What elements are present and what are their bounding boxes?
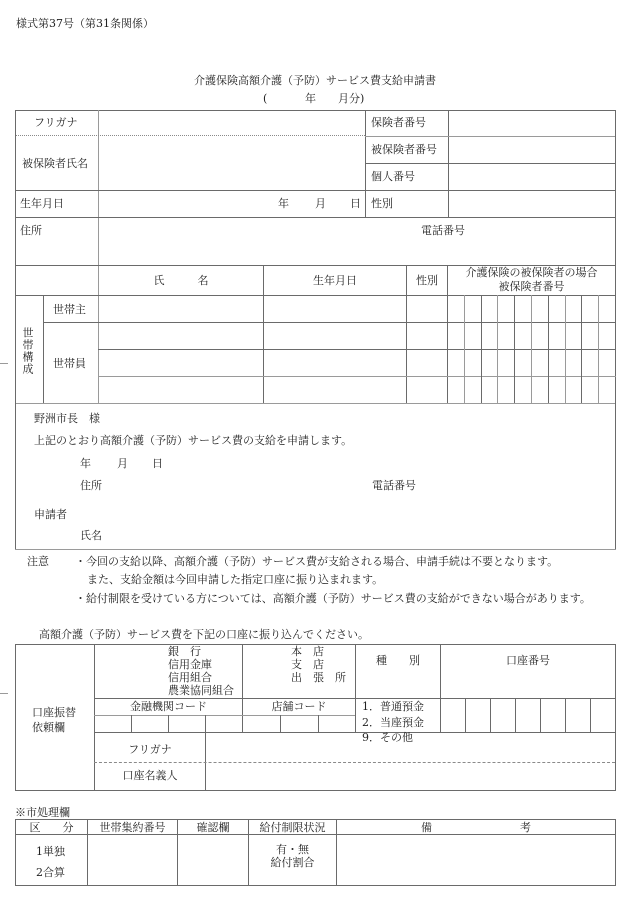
applicant-address-label: 住所 (80, 479, 102, 492)
holder-name-label: 口座名義人 (122, 769, 178, 782)
insured-name-label: 被保険者氏名 (22, 157, 88, 170)
period-open: ( (263, 92, 268, 105)
household-head-label: 世帯主 (53, 303, 86, 316)
household-member3-name-field[interactable] (99, 377, 262, 402)
personal-number-field[interactable] (449, 164, 614, 189)
holder-furigana-label: フリガナ (128, 743, 172, 756)
city-section-label: ※市処理欄 (15, 806, 70, 819)
holder-furigana-field[interactable] (206, 733, 614, 761)
restriction-benefit-ratio: 給付割合 (270, 856, 315, 869)
restriction-yes-no: 有・無 (276, 843, 309, 856)
holder-name-field[interactable] (206, 764, 614, 790)
period-year-label: 年 (305, 92, 316, 105)
insured-number-field[interactable] (449, 137, 614, 162)
account-type-option-1[interactable]: 1．普通預金 (362, 700, 424, 713)
institution-type-shinkin[interactable]: 信用金庫 (168, 658, 212, 671)
account-type-option-9[interactable]: 9．その他 (362, 731, 413, 744)
addressee: 野洲市長 様 (34, 412, 100, 425)
institution-code-field[interactable] (95, 716, 241, 731)
household-insured-number-field[interactable] (448, 323, 614, 348)
sex-label: 性別 (371, 197, 393, 210)
household-col-name: 氏 名 (153, 274, 209, 287)
insurer-number-label: 保険者番号 (371, 116, 426, 129)
note-item: ・給付制限を受けている方については、高額介護（予防）サービス費の支給ができない場合があります。 (75, 592, 591, 605)
insured-name-field[interactable] (99, 137, 364, 189)
notes-label: 注意 (27, 555, 49, 568)
household-insured-number-field[interactable] (448, 296, 614, 321)
city-col-remarks: 備 考 (421, 821, 531, 834)
institution-type-shinkumi[interactable]: 信用組合 (168, 671, 212, 684)
account-type-label: 種 別 (376, 654, 420, 667)
applicant-label: 申請者 (34, 508, 67, 521)
household-member1-name-field[interactable] (99, 323, 262, 348)
period-month-label: 月分) (338, 92, 365, 105)
personal-number-label: 個人番号 (371, 170, 415, 183)
applicant-name-label: 氏名 (80, 529, 102, 542)
birth-month-unit: 月 (315, 197, 326, 210)
household-col-birthdate: 生年月日 (313, 274, 357, 287)
birthdate-label: 生年月日 (20, 197, 64, 210)
household-insured-number-field[interactable] (448, 377, 614, 402)
insurer-number-field[interactable] (449, 111, 614, 135)
application-statement: 上記のとおり高額介護（予防）サービス費の支給を申請します。 (34, 434, 353, 447)
application-date-year: 年 (80, 457, 91, 470)
institution-code-label: 金融機関コード (130, 700, 207, 713)
household-insured-number-field[interactable] (448, 350, 614, 375)
application-date-day: 日 (152, 457, 163, 470)
note-item: また、支給金額は今回申請した指定口座に振り込まれます。 (87, 573, 384, 586)
branch-code-label: 店舗コード (271, 700, 327, 713)
sex-field[interactable] (449, 191, 614, 216)
account-number-label: 口座番号 (506, 654, 550, 667)
city-col-category: 区 分 (29, 821, 74, 834)
application-date-month: 月 (117, 457, 128, 470)
city-col-restriction: 給付制限状況 (259, 821, 326, 834)
bank-instruction: 高額介護（予防）サービス費を下記の口座に振り込んでください。 (39, 628, 369, 641)
branch-type-branch[interactable]: 支 店 (291, 658, 324, 671)
household-head-name-field[interactable] (99, 296, 262, 321)
household-section-label: 世帯構成 (21, 327, 34, 375)
household-col-insno-line2: 被保険者番号 (498, 280, 565, 293)
household-member-label: 世帯員 (53, 357, 86, 370)
city-col-confirm: 確認欄 (196, 821, 230, 834)
applicant-address-field[interactable] (100, 476, 360, 494)
bank-section-label-1: 口座振替 (32, 706, 76, 719)
furigana-label: フリガナ (34, 116, 78, 129)
household-col-insno-line1: 介護保険の被保険者の場合 (465, 266, 598, 279)
household-head-sex-field[interactable] (407, 296, 446, 321)
city-col-household-number: 世帯集約番号 (99, 821, 166, 834)
institution-type-ja[interactable]: 農業協同組合 (168, 684, 234, 697)
insured-number-label: 被保険者番号 (371, 143, 437, 156)
branch-type-office[interactable]: 出 張 所 (291, 671, 346, 684)
birth-year-unit: 年 (278, 197, 289, 210)
margin-mark (0, 693, 8, 694)
account-type-option-2[interactable]: 2．当座預金 (362, 716, 424, 729)
furigana-field[interactable] (99, 111, 364, 134)
applicant-phone-label: 電話番号 (372, 479, 416, 492)
address-label: 住所 (20, 224, 42, 237)
note-item: ・今回の支給以降、高額介護（予防）サービス費が支給される場合、申請手続は不要となります。 (75, 555, 559, 568)
branch-code-field[interactable] (243, 716, 354, 731)
household-member2-name-field[interactable] (99, 350, 262, 375)
phone-label: 電話番号 (421, 224, 465, 237)
page-title: 介護保険高額介護（予防）サービス費支給申請書 (194, 74, 436, 87)
applicant-phone-field[interactable] (420, 476, 610, 494)
category-option-combined: 2合算 (36, 866, 65, 879)
bank-section-label-2: 依頼欄 (32, 721, 65, 734)
category-option-single: 1単独 (36, 845, 65, 858)
applicant-name-field[interactable] (100, 526, 400, 544)
household-head-birth-field[interactable] (264, 296, 405, 321)
address-field[interactable] (99, 218, 614, 264)
form-number: 様式第37号（第31条関係） (16, 17, 154, 30)
branch-type-main[interactable]: 本 店 (291, 645, 324, 658)
margin-mark (0, 363, 8, 364)
institution-type-bank[interactable]: 銀 行 (168, 645, 201, 658)
account-number-field[interactable] (441, 699, 614, 731)
household-col-sex: 性別 (416, 274, 438, 287)
birth-day-unit: 日 (350, 197, 361, 210)
